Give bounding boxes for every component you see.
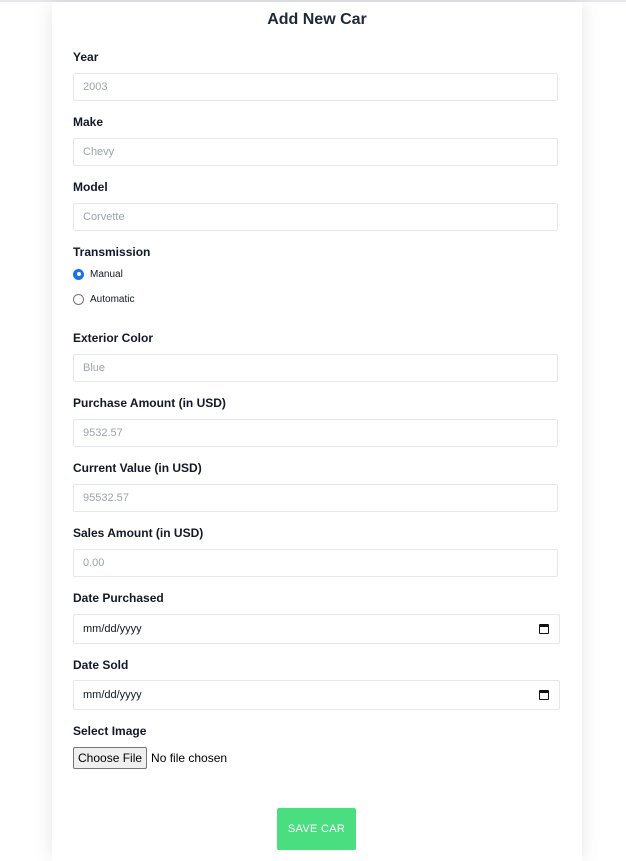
file-picker [73, 746, 227, 770]
date-purchased-value: mm/dd/yyyy [83, 623, 142, 635]
make-input[interactable]: Chevy [73, 138, 558, 166]
radio-automatic[interactable] [73, 294, 84, 305]
purchase-amount-input[interactable]: 9532.57 [73, 419, 558, 447]
date-purchased-input[interactable] [73, 614, 560, 644]
transmission-option-automatic[interactable] [73, 292, 134, 306]
choose-file-button[interactable]: Choose File [73, 747, 147, 769]
date-sold-input[interactable] [73, 680, 560, 710]
select-image-label: Select Image [73, 724, 147, 738]
save-car-button[interactable]: SAVE CAR [277, 808, 356, 850]
purchase-amount-label: Purchase Amount (in USD) [73, 396, 226, 410]
year-input[interactable]: 2003 [73, 73, 558, 101]
transmission-label: Transmission [73, 245, 151, 259]
date-sold-value: mm/dd/yyyy [83, 689, 142, 701]
model-label: Model [73, 180, 108, 194]
add-car-form [52, 2, 582, 861]
sales-amount-input[interactable]: 0.00 [73, 549, 558, 577]
transmission-option-manual[interactable] [73, 267, 123, 281]
file-status: No file chosen [151, 751, 228, 765]
radio-manual[interactable] [73, 269, 84, 280]
exterior-color-label: Exterior Color [73, 331, 154, 345]
exterior-color-input[interactable]: Blue [73, 354, 558, 382]
current-value-input[interactable]: 95532.57 [73, 484, 558, 512]
page-title: Add New Car [267, 11, 367, 28]
model-input[interactable]: Corvette [73, 203, 558, 231]
current-value-label: Current Value (in USD) [73, 461, 202, 475]
date-purchased-label: Date Purchased [73, 591, 164, 605]
year-label: Year [73, 50, 99, 64]
calendar-icon[interactable] [539, 624, 549, 634]
calendar-icon[interactable] [539, 690, 549, 700]
date-sold-label: Date Sold [73, 658, 129, 672]
make-label: Make [73, 115, 104, 129]
radio-manual-label: Manual [90, 268, 123, 280]
sales-amount-label: Sales Amount (in USD) [73, 526, 204, 540]
radio-automatic-label: Automatic [90, 293, 135, 305]
